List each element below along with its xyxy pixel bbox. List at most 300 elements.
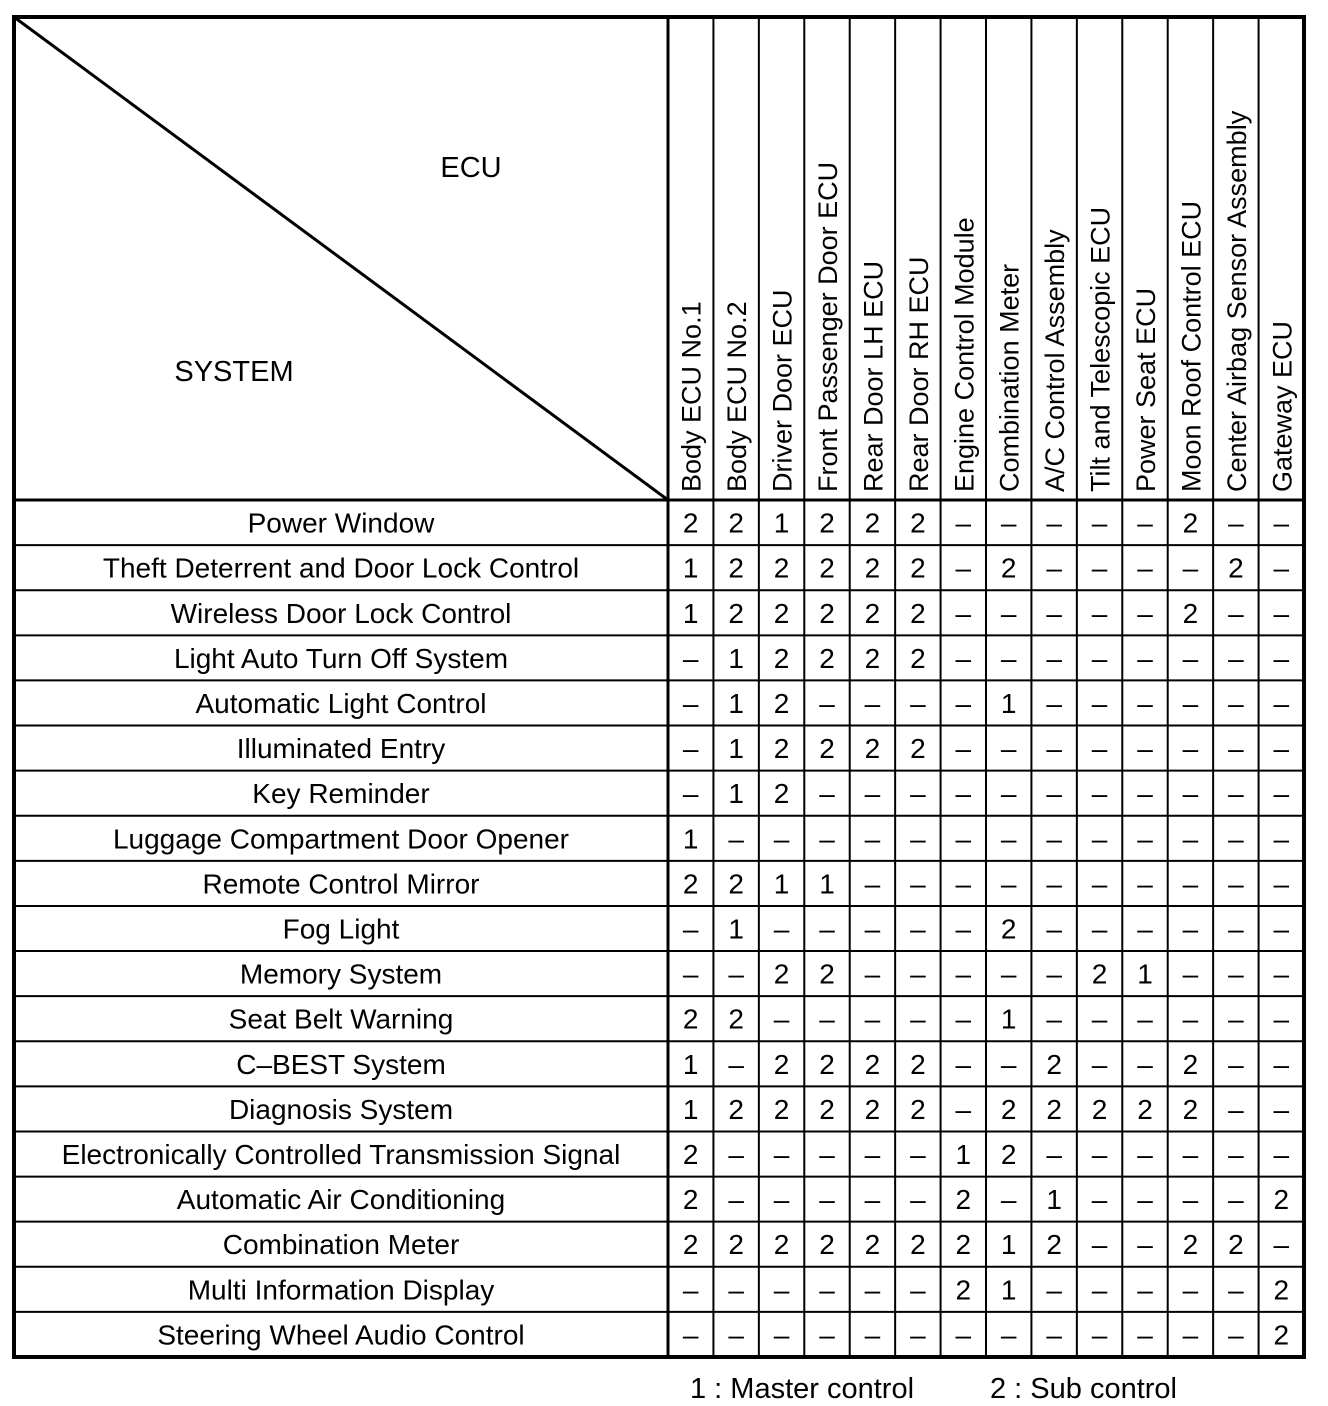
control-cell: 2 [1137, 1093, 1153, 1125]
control-cell: – [773, 1184, 790, 1216]
control-cell: 1 [1000, 1003, 1017, 1035]
control-cell: – [1182, 913, 1199, 945]
control-cell: – [1091, 1139, 1108, 1171]
control-cell: – [955, 642, 972, 674]
control-cell: 2 [819, 642, 835, 674]
control-cell: – [819, 778, 835, 810]
control-cell: – [1182, 958, 1199, 990]
control-cell: – [1046, 733, 1062, 765]
control-cell: – [728, 1274, 744, 1306]
control-cell: 2 [819, 1048, 835, 1080]
ecu-header: Power Seat ECU [1131, 287, 1161, 492]
control-cell: – [1228, 1093, 1244, 1125]
control-cell: – [1228, 1274, 1244, 1306]
control-cell: – [955, 507, 972, 539]
control-cell: – [955, 1093, 972, 1125]
control-cell: 1 [1000, 1274, 1017, 1306]
control-cell: 2 [1182, 1229, 1199, 1261]
control-cell: – [1228, 642, 1244, 674]
control-cell: – [728, 1319, 744, 1351]
control-cell: – [1182, 868, 1199, 900]
control-cell: 1 [1046, 1184, 1062, 1216]
control-cell: – [1228, 913, 1244, 945]
control-cell: – [1273, 778, 1290, 810]
control-cell: – [864, 778, 881, 810]
control-cell: 2 [1046, 1093, 1062, 1125]
control-cell: – [773, 1274, 790, 1306]
control-cell: – [1000, 823, 1017, 855]
control-cell: – [1182, 1139, 1199, 1171]
control-cell: – [1273, 823, 1290, 855]
control-cell: 1 [819, 868, 835, 900]
control-cell: 2 [728, 597, 744, 629]
control-cell: 2 [682, 1184, 699, 1216]
control-cell: – [1046, 823, 1062, 855]
control-cell: 2 [819, 958, 835, 990]
control-cell: – [1000, 1319, 1017, 1351]
control-cell: – [955, 552, 972, 584]
control-cell: – [1182, 1319, 1199, 1351]
control-cell: 1 [728, 778, 744, 810]
ecu-header: Center Airbag Sensor Assembly [1221, 110, 1252, 492]
ecu-header: Gateway ECU [1267, 320, 1298, 492]
control-cell: – [1091, 507, 1108, 539]
control-cell: 2 [773, 1093, 790, 1125]
ecu-header: Driver Door ECU [767, 289, 798, 492]
control-cell: 2 [910, 642, 926, 674]
table-row [240, 959, 1290, 990]
table-row [236, 1049, 1289, 1080]
control-cell: – [1273, 642, 1290, 674]
control-cell: 2 [910, 1229, 926, 1261]
control-cell: – [1091, 597, 1108, 629]
table-body [62, 508, 1290, 1351]
control-cell: – [1273, 597, 1290, 629]
control-cell: – [1000, 868, 1017, 900]
control-cell: – [1273, 733, 1290, 765]
control-cell: – [1182, 642, 1199, 674]
control-cell: – [1046, 642, 1062, 674]
control-cell: – [864, 1139, 881, 1171]
control-cell: 2 [1046, 1048, 1062, 1080]
control-cell: – [1137, 642, 1153, 674]
system-name: Steering Wheel Audio Control [157, 1319, 525, 1351]
control-cell: – [1000, 507, 1017, 539]
control-cell: 1 [955, 1139, 972, 1171]
control-cell: 2 [728, 507, 744, 539]
control-cell: – [1000, 733, 1017, 765]
control-cell: – [773, 913, 790, 945]
control-cell: – [1091, 552, 1108, 584]
system-name: Diagnosis System [228, 1093, 454, 1125]
control-cell: – [682, 1319, 699, 1351]
corner-ecu-label: ECU [440, 152, 502, 184]
control-cell: – [1182, 1274, 1199, 1306]
control-cell: – [682, 913, 699, 945]
control-cell: 2 [773, 687, 790, 719]
control-cell: – [1046, 1274, 1062, 1306]
control-cell: – [1182, 778, 1199, 810]
control-cell: – [1137, 1274, 1153, 1306]
control-cell: 2 [910, 1048, 926, 1080]
control-cell: – [1137, 507, 1153, 539]
control-cell: – [1228, 1003, 1244, 1035]
control-cell: – [910, 1184, 926, 1216]
table-row [237, 733, 1290, 764]
control-cell: – [864, 1319, 881, 1351]
control-cell: – [910, 823, 926, 855]
table-row [203, 868, 1290, 899]
control-cell: – [1228, 1048, 1244, 1080]
control-cell: – [1046, 778, 1062, 810]
control-cell: – [1273, 1229, 1290, 1261]
control-cell: – [728, 958, 744, 990]
table-row [188, 1274, 1289, 1305]
control-cell: – [682, 687, 699, 719]
control-cell: 2 [773, 642, 790, 674]
control-cell: 1 [682, 1048, 699, 1080]
control-cell: – [819, 1139, 835, 1171]
control-cell: – [1137, 1319, 1153, 1351]
control-cell: 2 [910, 597, 926, 629]
control-cell: – [1091, 1274, 1108, 1306]
table-row [157, 1319, 1289, 1350]
control-cell: 2 [1228, 1229, 1244, 1261]
control-cell: – [864, 1274, 881, 1306]
control-cell: – [1091, 1229, 1108, 1261]
control-cell: – [682, 733, 699, 765]
control-cell: – [1182, 687, 1199, 719]
control-cell: 1 [682, 823, 699, 855]
control-cell: – [1228, 778, 1244, 810]
control-cell: – [1137, 823, 1153, 855]
control-cell: – [1273, 913, 1290, 945]
control-cell: 1 [728, 913, 744, 945]
control-cell: 2 [819, 1093, 835, 1125]
control-cell: 2 [819, 552, 835, 584]
control-cell: 2 [910, 733, 926, 765]
table-row [62, 1139, 1290, 1170]
control-cell: 2 [910, 1093, 926, 1125]
control-cell: – [819, 1184, 835, 1216]
system-name: Combination Meter [222, 1229, 460, 1261]
corner-diagonal [14, 17, 668, 500]
control-cell: – [728, 823, 744, 855]
control-cell: 2 [955, 1184, 972, 1216]
control-cell: 1 [1137, 958, 1153, 990]
control-cell: – [1228, 868, 1244, 900]
control-cell: 2 [728, 1093, 744, 1125]
control-cell: – [1137, 1139, 1153, 1171]
control-cell: – [864, 823, 881, 855]
control-cell: 2 [819, 597, 835, 629]
control-cell: 1 [728, 733, 744, 765]
control-cell: – [910, 778, 926, 810]
system-name: Automatic Light Control [195, 687, 487, 719]
control-cell: – [1182, 1184, 1199, 1216]
control-cell: – [1273, 507, 1290, 539]
ecu-header: A/C Control Assembly [1040, 229, 1071, 492]
control-cell: 2 [864, 597, 881, 629]
control-cell: – [955, 1319, 972, 1351]
control-cell: 1 [1000, 1229, 1017, 1261]
system-name: C–BEST System [236, 1048, 446, 1080]
control-cell: 2 [773, 597, 790, 629]
control-cell: – [1091, 1003, 1108, 1035]
control-cell: 2 [1091, 958, 1108, 990]
control-cell: 2 [682, 1229, 699, 1261]
control-cell: – [1091, 642, 1108, 674]
control-cell: 1 [682, 1093, 699, 1125]
control-cell: – [819, 1003, 835, 1035]
control-cell: – [1228, 1184, 1244, 1216]
control-cell: – [955, 868, 972, 900]
table-row [283, 914, 1290, 945]
control-cell: – [1273, 1048, 1290, 1080]
control-cell: – [1046, 1003, 1062, 1035]
control-cell: 2 [1000, 1093, 1017, 1125]
control-cell: – [682, 958, 699, 990]
control-cell: – [1137, 913, 1153, 945]
control-cell: 2 [1000, 552, 1017, 584]
control-cell: 2 [864, 1093, 881, 1125]
control-cell: – [955, 958, 972, 990]
system-name: Fog Light [282, 913, 400, 945]
system-name: Automatic Air Conditioning [176, 1184, 506, 1216]
system-name: Seat Belt Warning [228, 1003, 454, 1035]
control-cell: 2 [773, 958, 790, 990]
control-cell: – [819, 687, 835, 719]
control-cell: – [1046, 1319, 1062, 1351]
control-cell: 2 [773, 778, 790, 810]
ecu-header: Moon Roof Control ECU [1176, 200, 1207, 492]
control-cell: – [1182, 823, 1199, 855]
control-cell: – [1091, 733, 1108, 765]
system-name: Multi Information Display [187, 1274, 495, 1306]
ecu-header: Combination Meter [994, 263, 1025, 492]
control-cell: – [1091, 913, 1108, 945]
table-row [248, 508, 1290, 539]
control-cell: – [1273, 687, 1290, 719]
control-cell: 2 [1273, 1319, 1290, 1351]
control-cell: 2 [1182, 507, 1199, 539]
control-cell: – [1091, 823, 1108, 855]
control-cell: – [1228, 823, 1244, 855]
control-cell: 2 [682, 1003, 699, 1035]
control-cell: – [1000, 597, 1017, 629]
control-cell: 2 [773, 1048, 790, 1080]
control-cell: – [1228, 1319, 1244, 1351]
control-cell: – [910, 958, 926, 990]
system-name: Theft Deterrent and Door Lock Control [102, 552, 580, 584]
system-name: Power Window [247, 507, 435, 539]
system-name: Key Reminder [252, 778, 430, 810]
control-cell: 2 [864, 552, 881, 584]
table-row [103, 553, 1290, 584]
control-cell: – [819, 1274, 835, 1306]
control-cell: – [864, 868, 881, 900]
control-cell: – [1091, 687, 1108, 719]
ecu-header: Tilt and Telescopic ECU [1085, 206, 1116, 492]
control-cell: – [864, 1184, 881, 1216]
legend-master-control: 1 : Master control [690, 1373, 915, 1405]
control-cell: – [864, 913, 881, 945]
control-cell: – [728, 1048, 744, 1080]
table-row [252, 778, 1289, 809]
control-cell: 2 [1091, 1093, 1108, 1125]
control-cell: 2 [910, 507, 926, 539]
control-cell: 2 [955, 1274, 972, 1306]
ecu-header: Rear Door RH ECU [903, 256, 934, 492]
control-cell: 2 [728, 868, 744, 900]
control-cell: 1 [1000, 687, 1017, 719]
table-row [195, 688, 1289, 719]
control-cell: – [1091, 778, 1108, 810]
control-cell: – [1046, 507, 1062, 539]
control-cell: – [1182, 552, 1199, 584]
control-cell: – [1228, 958, 1244, 990]
control-cell: 2 [864, 507, 881, 539]
control-cell: – [1046, 868, 1062, 900]
ecu-header: Rear Door LH ECU [858, 260, 889, 492]
system-name: Light Auto Turn Off System [173, 642, 509, 674]
control-cell: – [1273, 1003, 1290, 1035]
control-cell: – [1046, 597, 1062, 629]
control-cell: 2 [728, 1229, 744, 1261]
control-cell: – [864, 687, 881, 719]
control-cell: 2 [910, 552, 926, 584]
system-name: Illuminated Entry [236, 733, 446, 765]
control-cell: 1 [773, 868, 790, 900]
control-cell: – [1137, 687, 1153, 719]
control-cell: – [910, 1003, 926, 1035]
control-cell: – [1046, 552, 1062, 584]
control-cell: 2 [1046, 1229, 1062, 1261]
control-cell: – [910, 1139, 926, 1171]
control-cell: 2 [1000, 1139, 1017, 1171]
control-cell: 2 [864, 733, 881, 765]
control-cell: – [955, 778, 972, 810]
control-cell: – [1000, 1184, 1017, 1216]
control-cell: – [1000, 958, 1017, 990]
control-cell: – [1137, 778, 1153, 810]
control-cell: – [1046, 1139, 1062, 1171]
control-cell: 2 [1273, 1274, 1290, 1306]
control-cell: – [955, 1048, 972, 1080]
control-cell: – [1091, 868, 1108, 900]
control-cell: – [1137, 1048, 1153, 1080]
control-cell: – [1046, 958, 1062, 990]
control-cell: – [1228, 597, 1244, 629]
control-cell: 2 [864, 642, 881, 674]
control-cell: – [1137, 1184, 1153, 1216]
control-cell: – [1046, 913, 1062, 945]
table-row [223, 1229, 1290, 1260]
control-cell: – [1137, 868, 1153, 900]
control-cell: 2 [773, 1229, 790, 1261]
control-cell: – [773, 1139, 790, 1171]
control-cell: – [1137, 597, 1153, 629]
control-cell: – [1137, 552, 1153, 584]
control-cell: – [955, 597, 972, 629]
control-cell: – [1273, 552, 1290, 584]
control-cell: 2 [1000, 913, 1017, 945]
control-cell: 1 [728, 642, 744, 674]
control-cell: 2 [773, 733, 790, 765]
control-cell: – [682, 642, 699, 674]
control-cell: – [1228, 507, 1244, 539]
system-name: Wireless Door Lock Control [170, 597, 512, 629]
control-cell: – [910, 868, 926, 900]
ecu-header: Body ECU No.2 [722, 301, 753, 492]
control-cell: – [1182, 733, 1199, 765]
system-name: Remote Control Mirror [202, 868, 480, 900]
legend-sub-control: 2 : Sub control [990, 1373, 1177, 1405]
control-cell: – [955, 1003, 972, 1035]
control-cell: – [819, 913, 835, 945]
control-cell: – [1091, 1048, 1108, 1080]
control-cell: – [773, 1319, 790, 1351]
control-cell: – [1091, 1184, 1108, 1216]
control-cell: – [682, 778, 699, 810]
control-cell: 2 [682, 868, 699, 900]
ecu-header: Front Passenger Door ECU [813, 161, 843, 492]
control-cell: 2 [682, 507, 699, 539]
corner-system-label: SYSTEM [174, 356, 294, 388]
control-cell: 2 [728, 1003, 744, 1035]
control-cell: – [728, 1184, 744, 1216]
control-cell: 2 [955, 1229, 972, 1261]
control-cell: 2 [819, 507, 835, 539]
control-cell: – [955, 913, 972, 945]
ecu-header: Body ECU No.1 [676, 301, 707, 492]
control-cell: – [1137, 733, 1153, 765]
control-cell: – [910, 913, 926, 945]
control-cell: 2 [819, 733, 835, 765]
control-cell: 1 [773, 507, 790, 539]
control-cell: 2 [1182, 1048, 1199, 1080]
control-cell: – [910, 1319, 926, 1351]
control-cell: 1 [682, 597, 699, 629]
control-cell: – [1000, 1048, 1017, 1080]
control-cell: – [910, 1274, 926, 1306]
control-cell: 2 [682, 1139, 699, 1171]
control-cell: – [1273, 1093, 1290, 1125]
control-cell: 1 [728, 687, 744, 719]
control-cell: 2 [864, 1048, 881, 1080]
control-cell: – [682, 1274, 699, 1306]
control-cell: 2 [728, 552, 744, 584]
control-cell: 2 [819, 1229, 835, 1261]
control-cell: – [773, 1003, 790, 1035]
ecu-header: Engine Control Module [949, 217, 980, 492]
control-cell: 1 [682, 552, 699, 584]
control-cell: – [910, 687, 926, 719]
control-cell: 2 [1228, 552, 1244, 584]
control-cell: – [1228, 687, 1244, 719]
control-cell: 2 [864, 1229, 881, 1261]
control-cell: – [1182, 1003, 1199, 1035]
control-cell: – [773, 823, 790, 855]
control-cell: – [1137, 1003, 1153, 1035]
control-cell: – [1137, 1229, 1153, 1261]
control-cell: – [1228, 733, 1244, 765]
system-name: Electronically Controlled Transmission Signal [61, 1139, 621, 1171]
control-cell: 2 [773, 552, 790, 584]
system-name: Memory System [239, 958, 443, 990]
control-cell: 2 [1182, 1093, 1199, 1125]
control-cell: – [1273, 1139, 1290, 1171]
